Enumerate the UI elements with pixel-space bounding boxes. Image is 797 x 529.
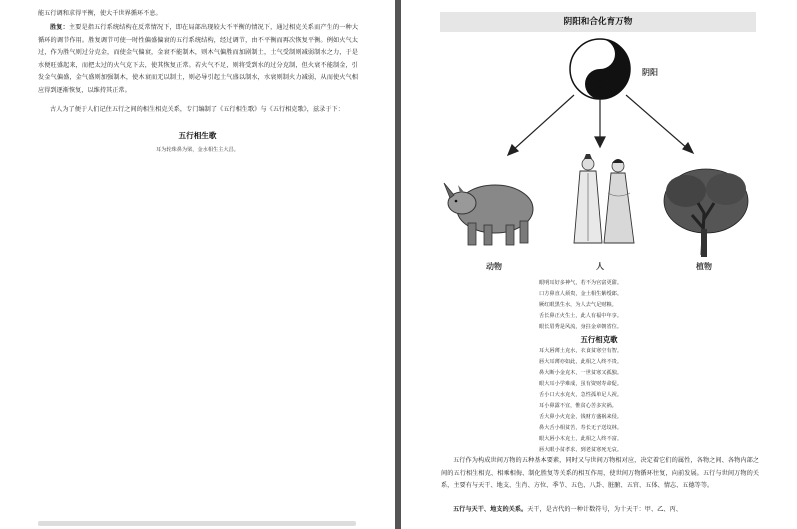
poem2-line: 耳大唇薄土克水，衣食贫寒空有智。 bbox=[539, 348, 623, 354]
poem-title-ke: 五行相克歌 bbox=[580, 335, 618, 344]
tree-icon bbox=[664, 169, 748, 257]
shengfu-label: 胜复： bbox=[50, 24, 69, 31]
poem1-line: 眼明耳好多神气，若不为官富更甜。 bbox=[539, 280, 623, 286]
top-line: 能五行调和求得平衡，使大千世界循环不息。 bbox=[38, 10, 162, 17]
poem1-line: 厥红眼黑生水，为人去气足财粮。 bbox=[539, 302, 617, 308]
poem2-line: 鼻大断小金克木，一世贫寒又孤独。 bbox=[539, 370, 623, 376]
shengfu-text: 主要是指五行系统结构在反常情况下，即在局部出现较大不平衡的情况下，通过相克关系而产生的一种大循环的调节作用。胜复调节可使一时性偏盛偏衰的五行系统结构，经过调节，由不平衡而再次恢复平衡。例如火气太过，作为胜气则过分克金，而使金气偏衰，金衰不能制木，则木气偏胜而加剧制土，土气受制则减弱制水之力，于是水便旺盛起来，而把太过的火气克下去，使其恢复正常。若火气不足，则将受到水的过分克制，但火衰不能制金，引发金气偏盛，金气盛则加强制木，使木衰而无以制土，则必导引起土气盛以制水，水衰则制火力减弱，从而使火气相应得到逐渐恢复，以维持其正常。 bbox=[38, 24, 359, 94]
rhinoceros-icon bbox=[444, 183, 533, 245]
poem-line: 耳为轮珠鼻为梁，金水相生主大昌。 bbox=[155, 147, 239, 153]
poem1-line: 舌长鼻正火生土，此人有福中年享。 bbox=[539, 313, 623, 319]
poem-title-sheng: 五行相生歌 bbox=[178, 131, 217, 140]
poem2-line: 鼻大舌小相贫苦，寿长无子送坟林。 bbox=[539, 425, 623, 431]
human-figures-icon bbox=[574, 154, 634, 243]
intro-paragraph: 古人为了便于人们记住五行之间的相生相克关系，专门编制了《五行相生歌》与《五行相克歌》，兹录于下： bbox=[50, 106, 344, 113]
poem1-line: 眼长眉秀是风流，身拄金章朝省位。 bbox=[539, 324, 623, 330]
section-title: 阴阳和合化育万物 bbox=[563, 17, 633, 27]
shengfu-paragraph bbox=[38, 22, 358, 97]
poem2-line: 舌小口大水克火，急性孤单足人祝。 bbox=[539, 392, 623, 398]
poem2-line: 唇大眼小贫孝求，到老贫寒死无哀。 bbox=[539, 447, 623, 453]
tiangan-label: 五行与天干、地支的关系。 bbox=[453, 506, 528, 513]
left-page bbox=[0, 0, 395, 529]
poem2-line: 眼大唇小木克土，此相之人终不富。 bbox=[539, 436, 623, 442]
poem1-line: 口方鼻直人须贵，金土相生紫绶郎。 bbox=[539, 291, 623, 297]
poem2-line: 舌大鼻小火克金，钱财方盛祸来侵。 bbox=[539, 414, 623, 420]
arrow-icons bbox=[508, 95, 693, 155]
right-page bbox=[401, 0, 797, 529]
poem2-line: 耳小鼻露不宜，惟贫心苦多灾祸。 bbox=[539, 403, 617, 409]
tiangan-text: 天干，是古代的一种计数符号，为十天干：甲、乙、丙、 bbox=[527, 506, 682, 513]
label-animal: 动物 bbox=[486, 261, 502, 271]
label-human: 人 bbox=[596, 261, 604, 271]
poem2-line: 唇大耳薄亦如此，此相之人终不贵。 bbox=[539, 359, 623, 365]
label-plant: 植物 bbox=[696, 261, 712, 271]
poem2-line: 眼大耳小学难成，虽有资财寿命促。 bbox=[539, 381, 623, 387]
label-yinyang: 阴阳 bbox=[642, 67, 658, 77]
yinyang-icon bbox=[570, 39, 630, 99]
wuxing-body-paragraph: 五行作为构成世间万物的五种基本要素，同时又与世间万物相对应，决定着它们的属性，各物之间、各物内部之间的五行相生相克、相乘相侮、制化胜复等关系的相互作用，使世间万物循环往复，向前发展。五行与世间万物的关系，主要有与天干、地支、生肖、方位、季节、五色、八卦、脏腑、五官、五体、情志、五德等等。 bbox=[441, 457, 759, 489]
page-scrollbar[interactable] bbox=[38, 521, 356, 526]
tiangan-paragraph bbox=[441, 504, 759, 517]
yinyang-illustration bbox=[440, 33, 756, 273]
